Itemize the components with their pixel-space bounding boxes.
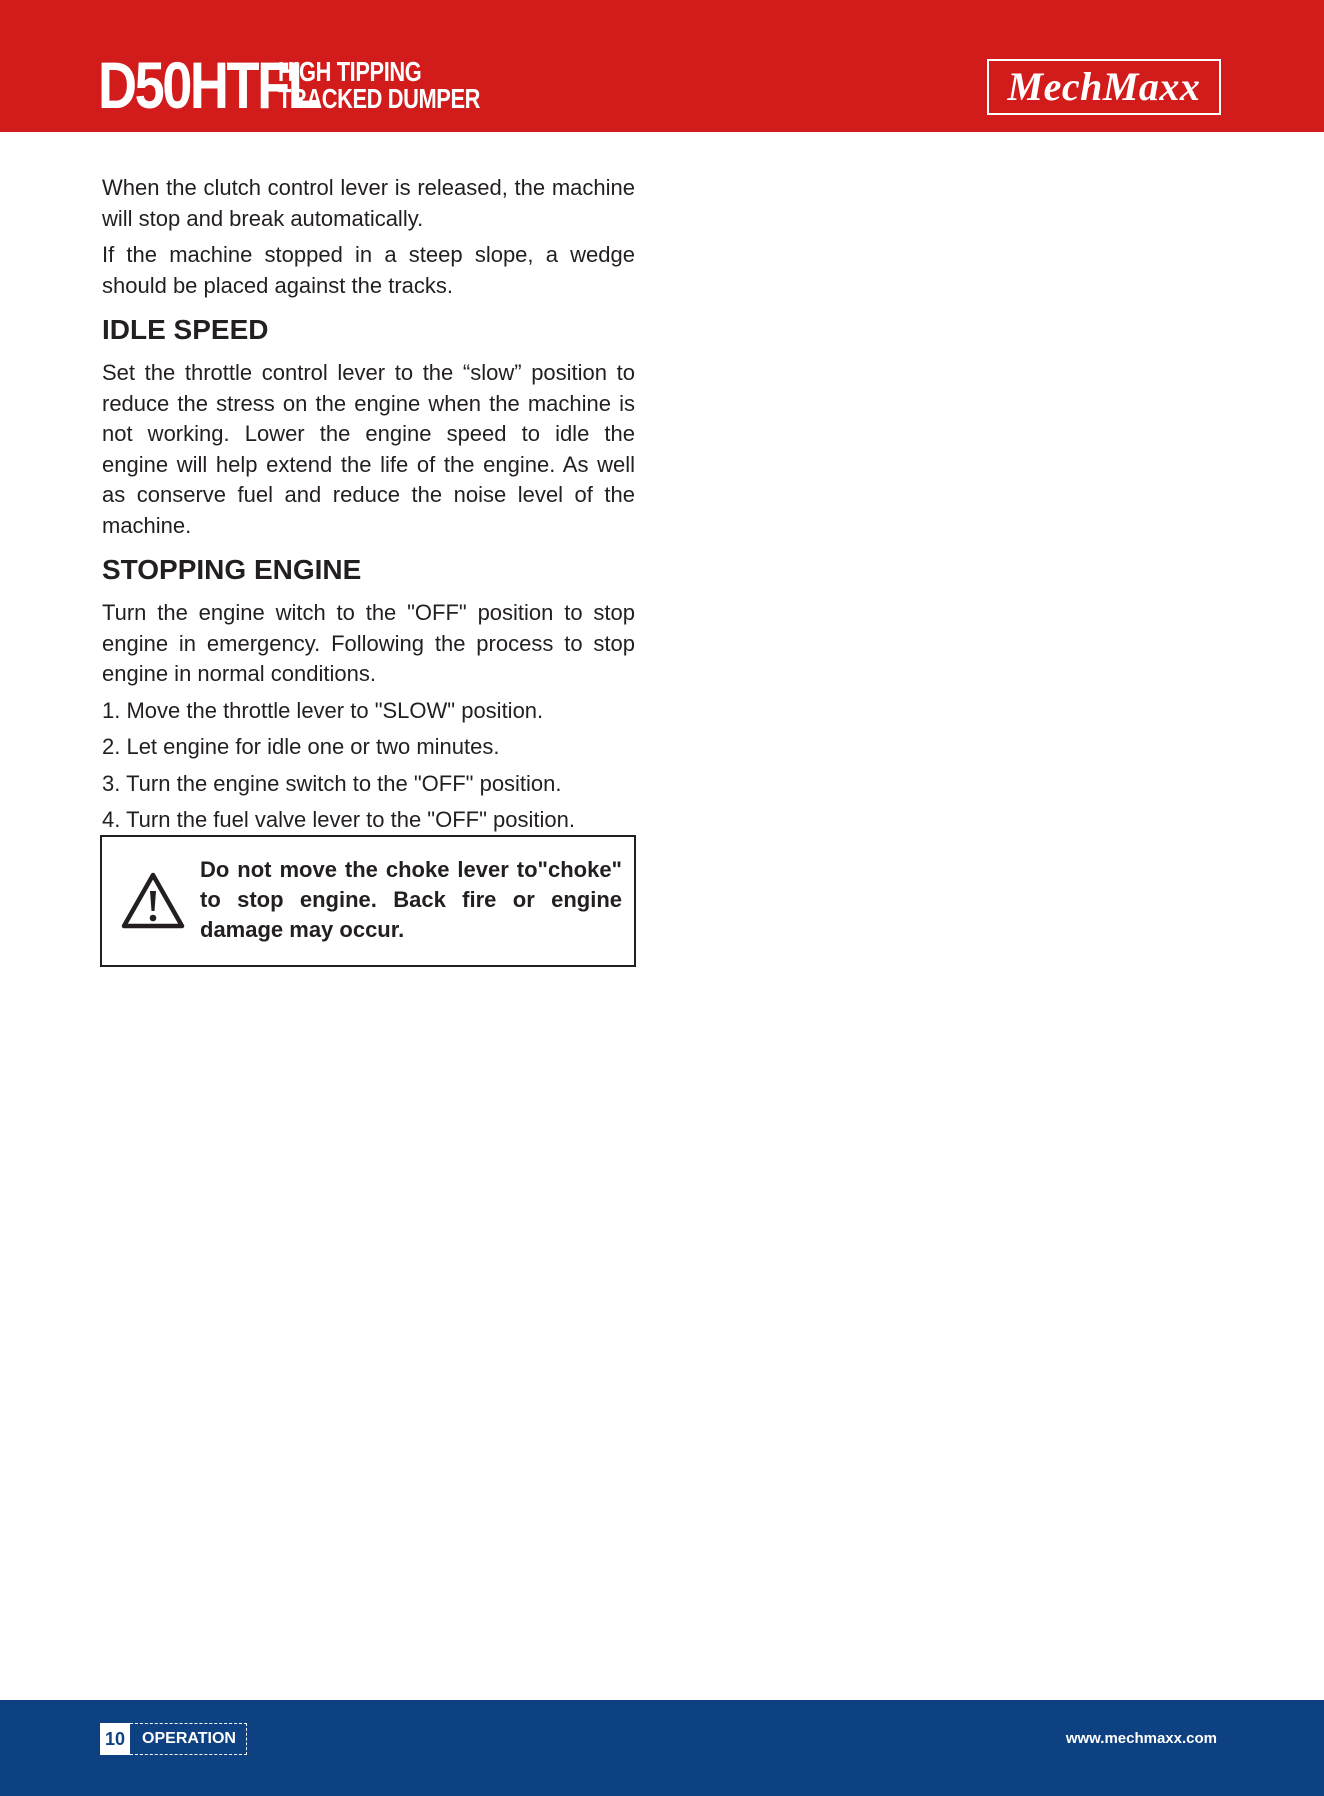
paragraph-slope: If the machine stopped in a steep slope, a wedge should be placed against the tracks.: [102, 242, 635, 298]
paragraph-idle-speed: Set the throttle control lever to the “slow” position to reduce the stress on the engine when the machine is not working. Lower the engine speed to idle the engine will help extend the life of the engine. As well as conserve fuel and reduce the noise level of the machine.: [102, 360, 635, 538]
page-label: [100, 1723, 247, 1755]
warning-text: Do not move the choke lever to"choke" to stop engine. Back fire or engine damage may occur.: [200, 857, 622, 942]
heading-stopping-engine: STOPPING ENGINE: [102, 554, 362, 585]
paragraph-stopping-engine: Turn the engine witch to the "OFF" position to stop engine in emergency. Following the process to stop engine in normal conditions.: [102, 600, 635, 686]
subtitle-line-2: TRACKED DUMPER: [278, 83, 481, 114]
page-footer: [0, 1700, 1324, 1796]
main-content: [102, 173, 635, 842]
page-header: [0, 0, 1324, 132]
brand-logo: MechMaxx: [987, 59, 1221, 115]
list-item: 3. Turn the engine switch to the "OFF" position.: [102, 770, 562, 796]
website-link[interactable]: www.mechmaxx.com: [1065, 1730, 1217, 1747]
section-name: OPERATION: [130, 1723, 247, 1755]
product-subtitle: [278, 58, 480, 112]
heading-idle-speed: IDLE SPEED: [102, 314, 269, 345]
paragraph-clutch: When the clutch control lever is released, the machine will stop and break automatically.: [102, 175, 635, 231]
steps-list: [102, 696, 635, 836]
list-item: 1. Move the throttle lever to "SLOW" position.: [102, 697, 544, 723]
list-item: 2. Let engine for idle one or two minutes.: [102, 734, 500, 759]
warning-box: [100, 835, 636, 967]
warning-triangle-icon: [120, 871, 186, 931]
model-number: D50HTFL: [98, 48, 319, 122]
subtitle-line-1: HIGH TIPPING: [278, 56, 422, 87]
page-number: 10: [100, 1723, 130, 1755]
list-item: 4. Turn the fuel valve lever to the "OFF" position.: [102, 807, 575, 832]
